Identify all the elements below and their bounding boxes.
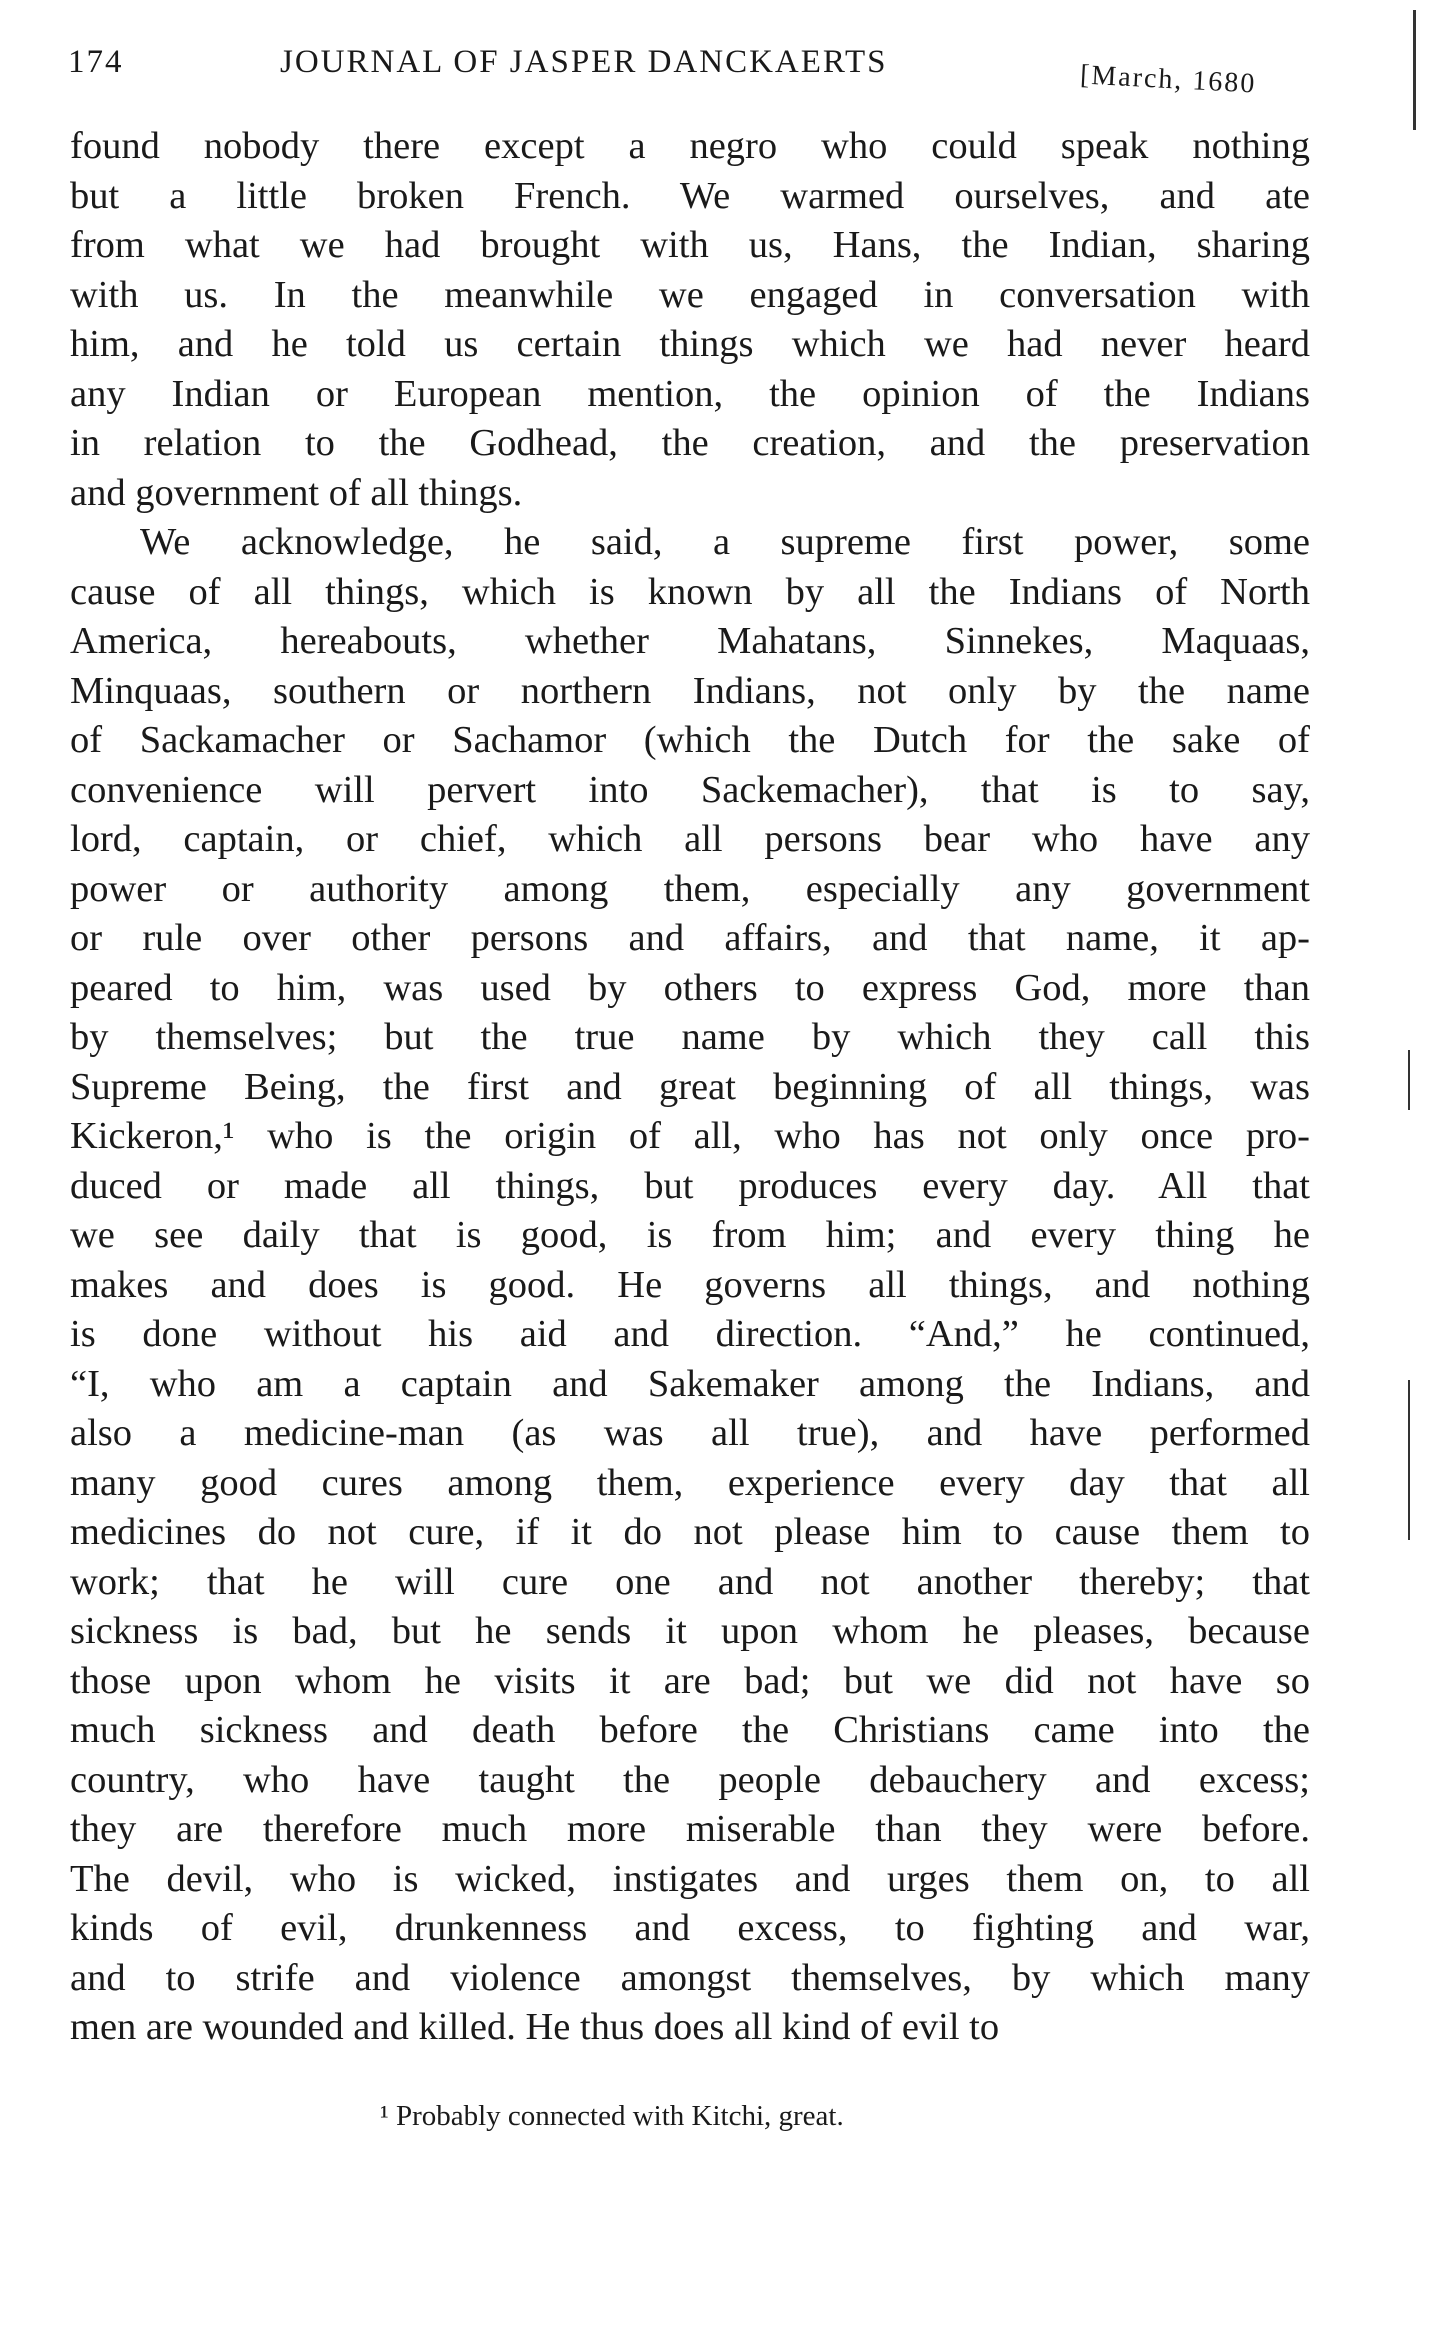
text-line: duced or made all things, but produces every day. All that <box>70 1164 1310 1207</box>
text-line: Minquaas, southern or northern Indians, not only by the name <box>70 669 1310 712</box>
text-line: found nobody there except a negro who could speak nothing <box>70 125 1310 167</box>
text-line: we see daily that is good, is from him; and every thing he <box>70 1214 1310 1256</box>
text-line: Supreme Being, the first and great beginning of all things, was <box>70 1065 1310 1108</box>
text-line: peared to him, was used by others to express God, more than <box>70 966 1310 1009</box>
page-edge-mark <box>1413 10 1416 130</box>
text-line: lord, captain, or chief, which all persons bear who have any <box>70 818 1310 860</box>
date-tag: [March, 1680 <box>1079 59 1258 100</box>
running-head: JOURNAL OF JASPER DANCKAERTS <box>280 44 888 80</box>
text-line: makes and does is good. He governs all things, and nothing <box>70 1263 1310 1306</box>
text-line: those upon whom he visits it are bad; but we did not have so <box>70 1659 1310 1702</box>
text-line: medicines do not cure, if it do not please him to cause them to <box>70 1511 1310 1553</box>
text-line: they are therefore much more miserable than they were before. <box>70 1808 1310 1850</box>
text-line: or rule over other persons and affairs, and that name, it ap- <box>70 917 1310 959</box>
text-line: with us. In the meanwhile we engaged in conversation with <box>70 273 1310 316</box>
text-line: power or authority among them, especially any government <box>70 867 1310 910</box>
text-line: in relation to the Godhead, the creation, and the preservation <box>70 422 1310 464</box>
text-line: cause of all things, which is known by all the Indians of North <box>70 570 1310 613</box>
text-line: convenience will pervert into Sackemacher), that is to say, <box>70 768 1310 811</box>
text-line: We acknowledge, he said, a supreme first power, some <box>140 521 1310 563</box>
text-line: men are wounded and killed. He thus does all kind of evil to <box>70 2006 1000 2048</box>
text-line: by themselves; but the true name by which they call this <box>70 1016 1310 1058</box>
body-text <box>70 122 1310 2053</box>
text-line: and to strife and violence amongst themselves, by which many <box>70 1956 1310 1999</box>
text-line: “I, who am a captain and Sakemaker among the Indians, and <box>70 1362 1310 1405</box>
text-line: is done without his aid and direction. “And,” he continued, <box>70 1313 1310 1355</box>
text-line: Kickeron,¹ who is the origin of all, who has not only once pro- <box>70 1115 1310 1157</box>
text-line: him, and he told us certain things which we had never heard <box>70 323 1310 365</box>
text-line: much sickness and death before the Christians came into the <box>70 1709 1310 1751</box>
text-line: also a medicine-man (as was all true), and have performed <box>70 1412 1310 1454</box>
text-line: any Indian or European mention, the opinion of the Indians <box>70 372 1310 415</box>
text-line: of Sackamacher or Sachamor (which the Dutch for the sake of <box>70 719 1310 761</box>
page-header <box>68 44 1308 104</box>
text-line: but a little broken French. We warmed ourselves, and ate <box>70 174 1310 217</box>
page-edge-mark <box>1408 1380 1410 1540</box>
footnote: ¹ Probably connected with Kitchi, great. <box>380 2100 844 2132</box>
text-line: sickness is bad, but he sends it upon whom he pleases, because <box>70 1610 1310 1652</box>
text-line: kinds of evil, drunkenness and excess, to fighting and war, <box>70 1907 1310 1949</box>
text-line: and government of all things. <box>70 471 523 514</box>
text-line: America, hereabouts, whether Mahatans, Sinnekes, Maquaas, <box>70 620 1310 662</box>
text-line: from what we had brought with us, Hans, the Indian, sharing <box>70 224 1310 266</box>
page-edge-mark <box>1408 1050 1410 1110</box>
text-line: country, who have taught the people debauchery and excess; <box>70 1758 1310 1801</box>
text-line: The devil, who is wicked, instigates and urges them on, to all <box>70 1857 1310 1900</box>
page-number: 174 <box>68 44 124 80</box>
text-line: many good cures among them, experience every day that all <box>70 1461 1310 1504</box>
text-line: work; that he will cure one and not another thereby; that <box>70 1560 1310 1603</box>
